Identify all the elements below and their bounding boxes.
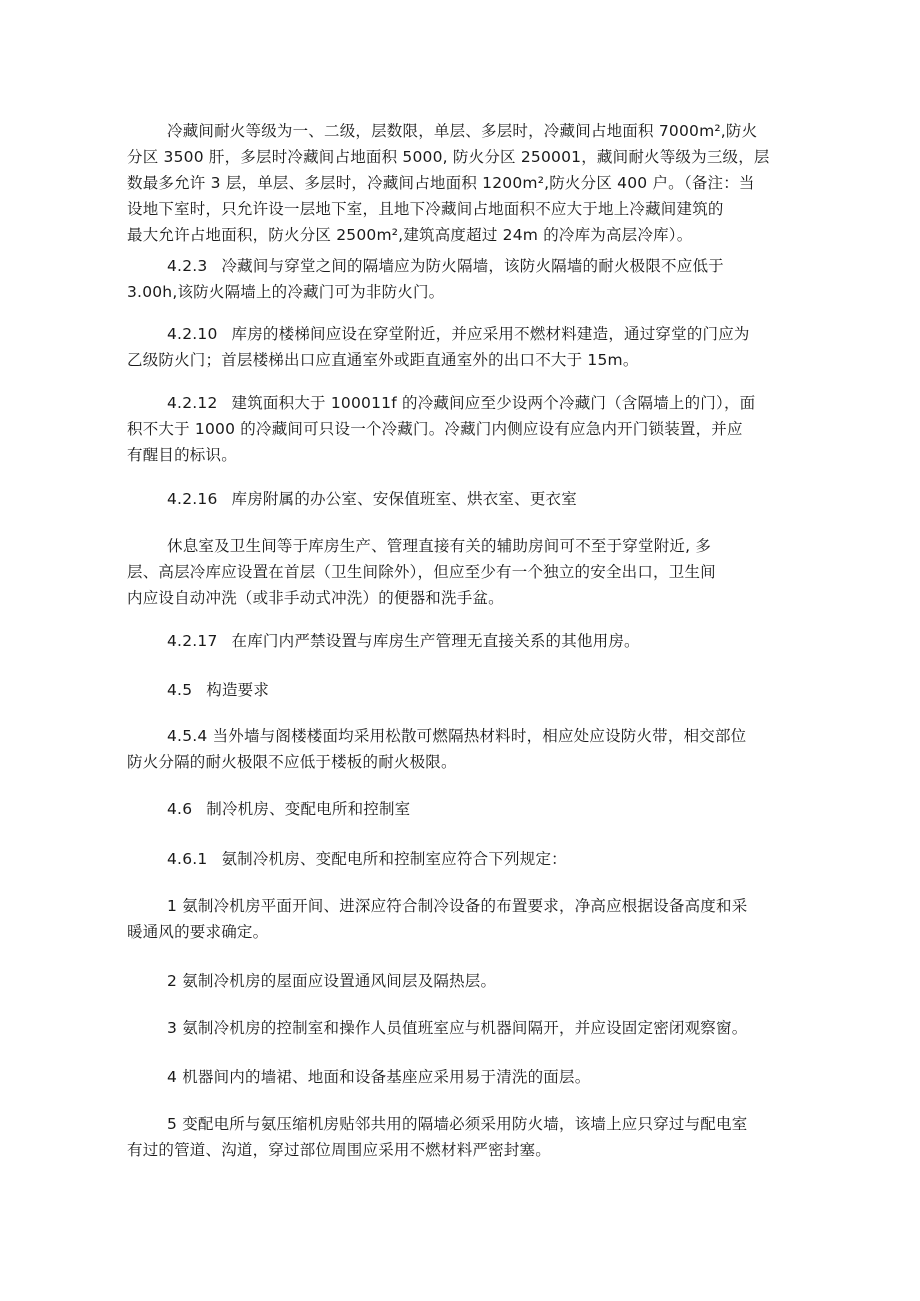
clause-line [127, 486, 803, 512]
clause-line [127, 390, 803, 416]
text-line: 分区 3500 肝，多层时冷藏间占地面积 5000, 防火分区 250001，藏间耐火等级为三级，层 [127, 148, 770, 166]
clause-line [127, 846, 803, 872]
section-heading [127, 796, 803, 822]
clause-line [127, 321, 803, 347]
clause-4-2-10 [127, 321, 803, 373]
text-line: 有醒目的标识。 [127, 446, 237, 464]
text-line: 层、高层冷库应设置在首层（卫生间除外），但应至少有一个独立的安全出口，卫生间 [127, 563, 716, 581]
text-line: 积不大于 1000 的冷藏间可只设一个冷藏门。冷藏门内侧应设有应急内开门锁装置，并应 [127, 420, 743, 438]
text-line: 内应设自动冲洗（或非手动式冲洗）的便器和洗手盆。 [127, 589, 504, 607]
clause-number: 4.6.1 [167, 850, 208, 868]
list-item-5 [127, 1111, 803, 1163]
text-line: 冷藏间耐火等级为一、二级，层数限，单层、多层时，冷藏间占地面积 7000m²,防火 [167, 122, 758, 140]
clause-number: 4.2.12 [167, 394, 218, 412]
section-number: 4.5 [167, 681, 193, 699]
text-line: 乙级防火门；首层楼梯出口应直通室外或距直通室外的出口不大于 15m。 [127, 351, 639, 369]
clause-text: 冷藏间与穿堂之间的隔墙应为防火隔墙，该防火隔墙的耐火极限不应低于 [221, 257, 724, 275]
text-line: 3.00h,该防火隔墙上的冷藏门可为非防火门。 [127, 283, 445, 301]
clause-4-2-17 [127, 628, 803, 654]
clause-text: 建筑面积大于 100011f 的冷藏间应至少设两个冷藏门（含隔墙上的门），面 [231, 394, 756, 412]
clause-text: 库房附属的办公室、安保值班室、烘衣室、更衣室 [231, 490, 577, 508]
text-line: 3 氨制冷机房的控制室和操作人员值班室应与机器间隔开，并应设固定密闭观察窗。 [167, 1019, 748, 1037]
clause-4-5-4 [127, 723, 803, 775]
text-line: 4 机器间内的墙裙、地面和设备基座应采用易于清洗的面层。 [167, 1068, 591, 1086]
text-line: 1 氨制冷机房平面开间、进深应符合制冷设备的布置要求，净高应根据设备高度和采 [167, 897, 748, 915]
text-line: 防火分隔的耐火极限不应低于楼板的耐火极限。 [127, 753, 457, 771]
clause-4-2-12 [127, 390, 803, 468]
clause-line [127, 628, 803, 654]
clause-number: 4.2.17 [167, 632, 218, 650]
clause-text: 氨制冷机房、变配电所和控制室应符合下列规定： [221, 850, 567, 868]
clause-line [127, 253, 803, 279]
text-line: 暖通风的要求确定。 [127, 923, 269, 941]
text-line: 4.5.4 当外墙与阁楼楼面均采用松散可燃隔热材料时，相应处应设防火带，相交部位 [167, 727, 747, 745]
paragraph-fire-rating [127, 118, 803, 248]
list-item-3 [127, 1015, 803, 1041]
clause-4-2-16 [127, 486, 803, 512]
text-line: 数最多允许 3 层，单层、多层时，冷藏间占地面积 1200m²,防火分区 400 户。（备注：当 [127, 174, 755, 192]
clause-text: 库房的楼梯间应设在穿堂附近，并应采用不燃材料建造，通过穿堂的门应为 [231, 325, 750, 343]
text-line: 5 变配电所与氨压缩机房贴邻共用的隔墙必须采用防火墙，该墙上应只穿过与配电室 [167, 1115, 748, 1133]
text-line: 设地下室时，只允许设一层地下室，且地下冷藏间占地面积不应大于地上冷藏间建筑的 [127, 200, 724, 218]
text-line: 有过的管道、沟道，穿过部位周围应采用不燃材料严密封塞。 [127, 1141, 551, 1159]
clause-4-6-1 [127, 846, 803, 872]
text-line: 休息室及卫生间等于库房生产、管理直接有关的辅助房间可不至于穿堂附近, 多 [167, 537, 712, 555]
list-item-1 [127, 893, 803, 945]
section-title: 构造要求 [206, 681, 270, 699]
text-line: 最大允许占地面积，防火分区 2500m²,建筑高度超过 24m 的冷库为高层冷库）。 [127, 226, 693, 244]
list-item-2 [127, 968, 803, 994]
section-title: 制冷机房、变配电所和控制室 [206, 800, 411, 818]
section-number: 4.6 [167, 800, 193, 818]
clause-number: 4.2.3 [167, 257, 208, 275]
text-line: 2 氨制冷机房的屋面应设置通风间层及隔热层。 [167, 972, 497, 990]
clause-number: 4.2.10 [167, 325, 218, 343]
list-item-4 [127, 1064, 803, 1090]
clause-number: 4.2.16 [167, 490, 218, 508]
clause-4-2-3 [127, 253, 803, 305]
section-4-6 [127, 796, 803, 822]
paragraph-auxiliary-rooms [127, 533, 803, 611]
section-4-5 [127, 677, 803, 703]
clause-text: 在库门内严禁设置与库房生产管理无直接关系的其他用房。 [231, 632, 640, 650]
section-heading [127, 677, 803, 703]
